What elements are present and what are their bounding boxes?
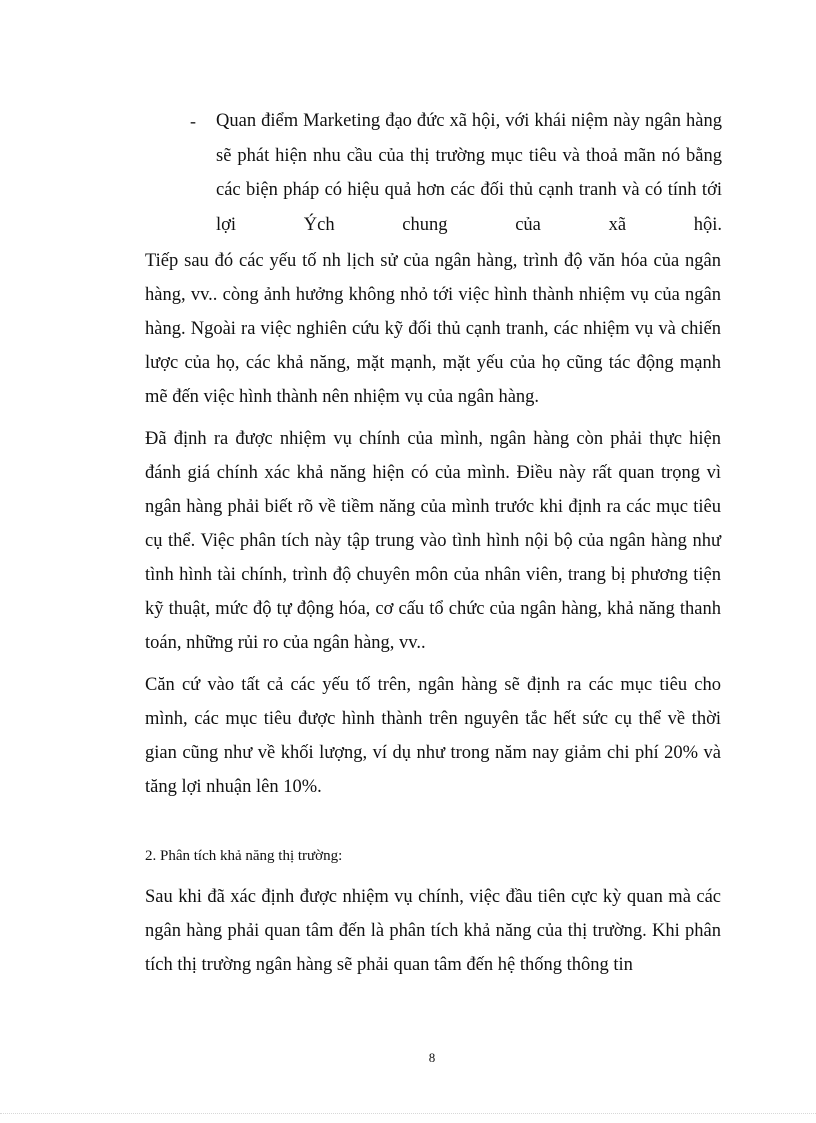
bullet-text: Quan điểm Marketing đạo đức xã hội, với khái niệm này ngân hàng sẽ phát hiện nhu cầu của thị trường mục tiêu và thoả mãn nó bằng các biện pháp có hiệu quả hơn các đối thủ cạnh tranh và có tính tới lợi Ých chung của xã hội. <box>216 111 722 235</box>
paragraph-market-analysis: Sau khi đã xác định được nhiệm vụ chính, việc đầu tiên cực kỳ quan mà các ngân hàng phải quan tâm đến là phân tích khả năng của thị trường. Khi phân tích thị trường ngân hàng sẽ phải quan tâm đến hệ thống thông tin <box>145 887 721 975</box>
page-number: 8 <box>428 1050 436 1065</box>
paragraph-factors: Tiếp sau đó các yếu tố nh lịch sử của ngân hàng, trình độ văn hóa của ngân hàng, vv.. còng ảnh hưởng không nhỏ tới việc hình thành nhiệm vụ của ngân hàng. Ngoài ra việc nghiên cứu kỹ đối thủ cạnh tranh, các nhiệm vụ và chiến lược của họ, các khả năng, mặt mạnh, mặt yếu của họ cũng tác động mạnh mẽ đến việc hình thành nên nhiệm vụ của ngân hàng. <box>145 251 721 407</box>
paragraph-capability: Đã định ra được nhiệm vụ chính của mình, ngân hàng còn phải thực hiện đánh giá chính xác khả năng hiện có của mình. Điều này rất quan trọng vì ngân hàng phải biết rõ về tiềm năng của mình trước khi định ra các mục tiêu cụ thể. Việc phân tích này tập trung vào tình hình nội bộ của ngân hàng như tình hình tài chính, trình độ chuyên môn của nhân viên, trang bị phương tiện kỹ thuật, mức độ tự động hóa, cơ cấu tổ chức của ngân hàng, khả năng thanh toán, những rủi ro của ngân hàng, vv.. <box>145 429 721 653</box>
bullet-item <box>190 104 722 242</box>
section-heading: 2. Phân tích khả năng thị trường: <box>145 848 343 864</box>
paragraph-objectives: Căn cứ vào tất cả các yếu tố trên, ngân hàng sẽ định ra các mục tiêu cho mình, các mục tiêu được hình thành trên nguyên tắc hết sức cụ thể về thời gian cũng như về khối lượng, ví dụ như trong năm nay giảm chi phí 20% và tăng lợi nhuận lên 10%. <box>145 675 721 797</box>
page-bottom-divider <box>0 1113 816 1114</box>
bullet-marker: - <box>190 111 196 131</box>
